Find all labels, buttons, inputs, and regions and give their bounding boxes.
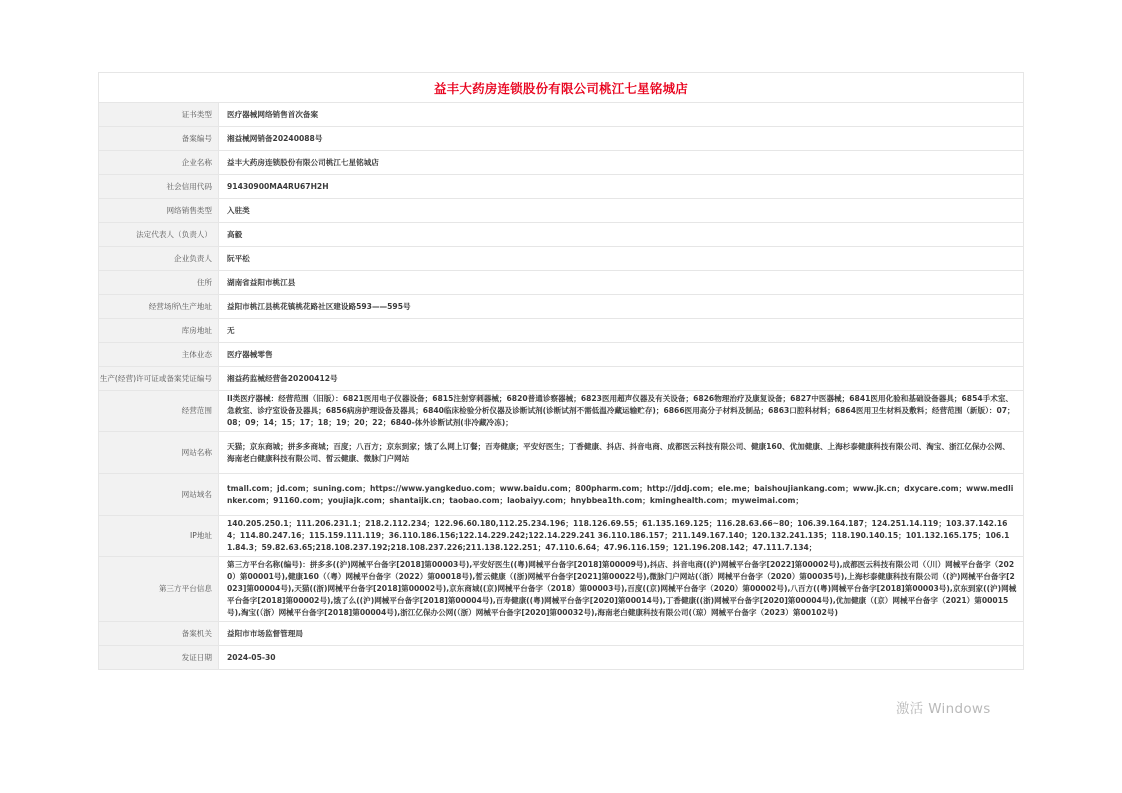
row-label: 企业名称 xyxy=(99,151,219,175)
row-value: 2024-05-30 xyxy=(219,646,1024,670)
row-label: 主体业态 xyxy=(99,343,219,367)
row-label: 库房地址 xyxy=(99,319,219,343)
row-label: 经营场所\生产地址 xyxy=(99,295,219,319)
row-value: 无 xyxy=(219,319,1024,343)
table-row xyxy=(99,199,1024,223)
row-value: 140.205.250.1；111.206.231.1；218.2.112.234；122.96.60.180,112.25.234.196；118.126.69.55；61.135.169.125；116.28.63.66~80；106.39.164.187；124.251.14.119；103.37.142.164；114.80.247.16；115.159.111.119；36.110.186.156;122.14.229.242;122.14.229.241 36.110.186.157；211.149.167.140；120.132.241.135；118.190.140.15；101.132.165.175；106.11.84.3；59.82.63.65;218.108.237.192;218.108.237.226;211.138.122.251；47.110.6.64；47.96.116.159；121.196.208.142；47.111.7.134； xyxy=(219,516,1024,557)
table-row xyxy=(99,295,1024,319)
row-label: 经营范围 xyxy=(99,391,219,432)
row-value: 第三方平台名称(编号)：拼多多((沪)网械平台备字[2018]第00003号),平安好医生((粤)网械平台备字[2018]第00009号),抖店、抖音电商((沪)网械平台备字[2022]第00002号),成都医云科技有限公司（（川）网械平台备字（2020）第00001号),健康160（（粤）网械平台备字（2022）第00018号),皙云健康（(浙)网械平台备字[2021]第00022号),微脉门户网站(（浙）网械平台备字（2020）第00035号),上海杉泰健康科技有限公司（(沪)网械平台备字[2023]第00004号),天猫((浙)网械平台备字[2018]第00002号),京东商城((京)网械平台备字（2018）第00003号),百度((京)网械平台备字（2020）第00002号),八百方((粤)网械平台备字[2018]第00003号),京东到家((沪)网械平台备字[2018]第00002号),饿了么((沪)网械平台备字[2018]第00004号),百寿健康((粤)网械平台备字[2020]第00014号),丁香健康((浙)网械平台备字[2020]第00004号),优加健康（(京）网械平台备字（2021）第00015号),淘宝(（浙）网械平台备字[2018]第00004号),浙江亿保办公网(（浙）网械平台备字[2020]第00032号),海南老白健康科技有限公司(（琼）网械平台备字（2023）第00102号) xyxy=(219,557,1024,622)
table-row xyxy=(99,247,1024,271)
row-label: 发证日期 xyxy=(99,646,219,670)
title-row xyxy=(98,72,1024,102)
row-label: 备案机关 xyxy=(99,622,219,646)
row-value: II类医疗器械：经营范围（旧版）：6821医用电子仪器设备；6815注射穿刺器械；6820普通诊察器械；6823医用超声仪器及有关设备；6826物理治疗及康复设备；6827中医器械；6841医用化验和基础设备器具；6854手术室、急救室、诊疗室设备及器具；6856病房护理设备及器具；6840临床检验分析仪器及诊断试剂(诊断试剂不需低温冷藏运输贮存)；6866医用高分子材料及制品；6863口腔科材料；6864医用卫生材料及敷料；经营范围（新版）：07；08；09；14；15；17；18；19；20；22；6840-体外诊断试剂(非冷藏冷冻)； xyxy=(219,391,1024,432)
table-row xyxy=(99,127,1024,151)
row-value: 医疗器械网络销售首次备案 xyxy=(219,103,1024,127)
row-label: IP地址 xyxy=(99,516,219,557)
row-label: 社会信用代码 xyxy=(99,175,219,199)
row-label: 企业负责人 xyxy=(99,247,219,271)
row-label: 证书类型 xyxy=(99,103,219,127)
table-row xyxy=(99,319,1024,343)
row-label: 第三方平台信息 xyxy=(99,557,219,622)
row-label: 法定代表人（负责人） xyxy=(99,223,219,247)
table-row xyxy=(99,516,1024,557)
row-value: 91430900MA4RU67H2H xyxy=(219,175,1024,199)
table-row xyxy=(99,343,1024,367)
row-value: 益阳市桃江县桃花镇桃花路社区建设路593——595号 xyxy=(219,295,1024,319)
row-label: 生产(经营)许可证或备案凭证编号 xyxy=(99,367,219,391)
row-value: 阮平松 xyxy=(219,247,1024,271)
table-row xyxy=(99,271,1024,295)
row-value: tmall.com；jd.com；suning.com；https://www.yangkeduo.com；www.baidu.com；800pharm.com；http://jddj.com；ele.me；baishoujiankang.com；www.jk.cn；dxycare.com；www.medlinker.com；91160.com；youjiajk.com；shantaijk.cn；taobao.com；laobaiyy.com；hnybbea1th.com；kminghealth.com；myweimai.com； xyxy=(219,474,1024,516)
row-label: 备案编号 xyxy=(99,127,219,151)
table-row xyxy=(99,367,1024,391)
table-row xyxy=(99,391,1024,432)
row-value: 益丰大药房连锁股份有限公司桃江七星铭城店 xyxy=(219,151,1024,175)
row-label: 网站名称 xyxy=(99,432,219,474)
table-row xyxy=(99,223,1024,247)
row-value: 入驻类 xyxy=(219,199,1024,223)
table-row xyxy=(99,103,1024,127)
row-value: 天猫；京东商城；拼多多商城；百度；八百方；京东到家；饿了么网上订餐；百寿健康；平安好医生；丁香健康、抖店、抖音电商、成都医云科技有限公司、健康160、优加健康、上海杉泰健康科技有限公司、淘宝、浙江亿保办公网、海南老白健康科技有限公司、皙云健康、微脉门户网站 xyxy=(219,432,1024,474)
table-row xyxy=(99,646,1024,670)
table-row xyxy=(99,622,1024,646)
row-value: 益阳市市场监督管理局 xyxy=(219,622,1024,646)
document xyxy=(98,72,1024,670)
row-value: 医疗器械零售 xyxy=(219,343,1024,367)
table-row xyxy=(99,175,1024,199)
table-row xyxy=(99,557,1024,622)
table-row xyxy=(99,474,1024,516)
row-value: 湘益械网销备20240088号 xyxy=(219,127,1024,151)
row-label: 网站域名 xyxy=(99,474,219,516)
row-label: 网络销售类型 xyxy=(99,199,219,223)
info-table xyxy=(98,102,1024,670)
row-label: 住所 xyxy=(99,271,219,295)
row-value: 高毅 xyxy=(219,223,1024,247)
row-value: 湘益药监械经营备20200412号 xyxy=(219,367,1024,391)
windows-activation-watermark: 激活 Windows xyxy=(896,701,991,717)
row-value: 湖南省益阳市桃江县 xyxy=(219,271,1024,295)
table-row xyxy=(99,151,1024,175)
table-row xyxy=(99,432,1024,474)
page-title: 益丰大药房连锁股份有限公司桃江七星铭城店 xyxy=(433,80,688,96)
